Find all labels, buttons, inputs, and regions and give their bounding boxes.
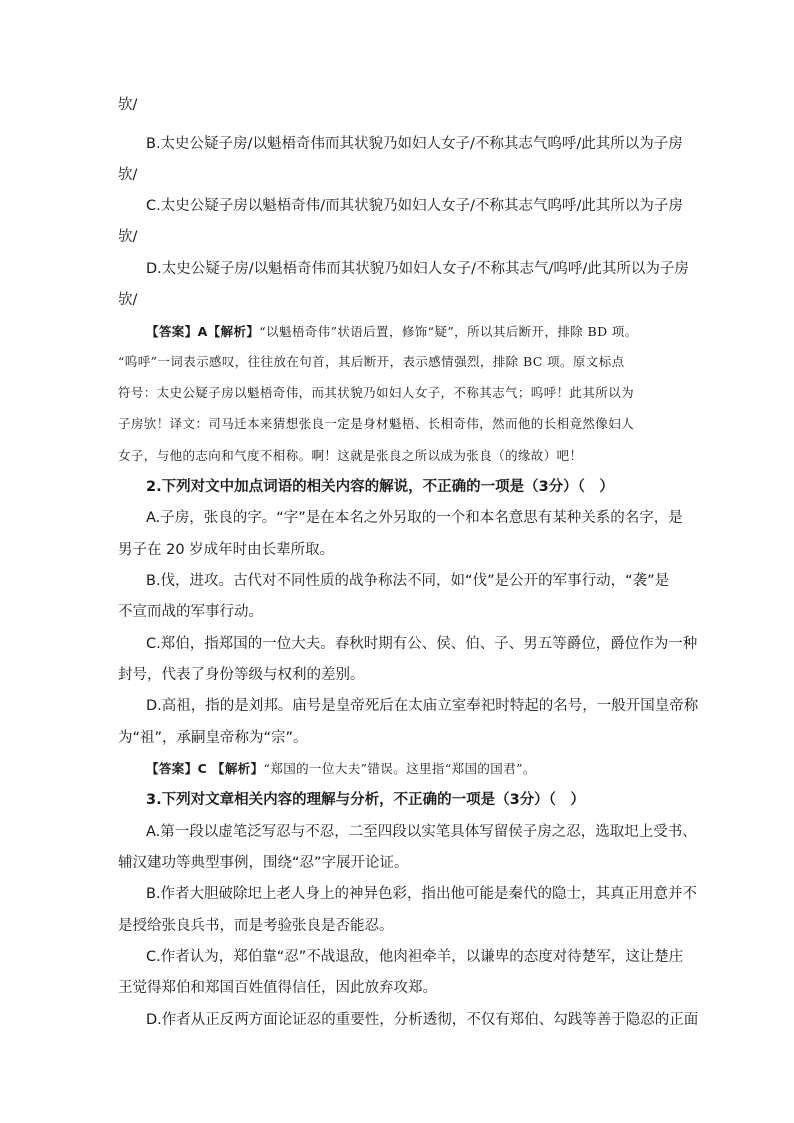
option-d-line-2: 欤/	[118, 292, 138, 308]
q2-option-d-line-2: 为“祖”，承嗣皇帝称为“宗”。	[118, 730, 308, 746]
answer-2-label: 【答案】C 【解析】	[146, 761, 264, 776]
question-3-title: 3.下列对文章相关内容的理解与分析，不正确的一项是（3分）（ ）	[146, 792, 585, 808]
q2-option-d-line-1: D.高祖，指的是刘邦。庙号是皇帝死后在太庙立室奉祀时特起的名号，一般开国皇帝称	[146, 698, 699, 714]
q2-option-b-line-2: 不宣而战的军事行动。	[118, 604, 263, 620]
answer-1-label: 【答案】A【解析】	[146, 324, 260, 339]
q3-option-c-line-1: C.作者认为，郑伯靠“忍”不战退敌，他肉袒牵羊，以谦卑的态度对待楚军，这让楚庄	[146, 949, 684, 965]
answer-2-text: “郑国的一位大夫”错误。这里指“郑国的国君”。	[263, 761, 536, 776]
q2-option-c-line-2: 封号，代表了身份等级与权利的差别。	[118, 667, 365, 683]
q2-option-a-line-1: A.子房，张良的字。“字”是在本名之外另取的一个和本名意思有某种关系的名字，是	[146, 510, 683, 526]
option-c-line-2: 欤/	[118, 229, 138, 245]
answer-1-text: “以魁梧奇伟”状语后置，修饰“疑”，所以其后断开，排除 BD 项。	[259, 324, 638, 339]
option-c-line-1: C.太史公疑子房以魁梧奇伟/而其状貌乃如妇人女子/不称其志气呜呼/此其所以为子房	[146, 198, 683, 214]
q3-option-d-line-1: D.作者从正反两方面论证忍的重要性，分析透彻，不仅有郑伯、勾践等善于隐忍的正面	[146, 1012, 699, 1028]
q3-option-b-line-1: B.作者大胆破除圯上老人身上的神异色彩，指出他可能是秦代的隐士，其真正用意并不	[146, 886, 698, 902]
answer-1-line-4: 子房欤！译文：司马迁本来猜想张良一定是身材魁梧、长相奇伟，然而他的长相竟然像妇人	[118, 416, 635, 431]
answer-1-line-2: “呜呼”一词表示感叹，往往放在句首，其后断开，表示感情强烈，排除 BC 项。原文标点	[118, 354, 625, 369]
option-d-line-1: D.太史公疑子房/以魁梧奇伟而其状貌乃如妇人女子/不称其志气/呜呼/此其所以为子房	[146, 261, 689, 277]
question-2-title: 2.下列对文中加点词语的相关内容的解说，不正确的一项是（3分）（ ）	[146, 479, 614, 495]
answer-1-line-1	[146, 322, 638, 342]
q2-option-b-line-1: B.伐，进攻。古代对不同性质的战争称法不同，如“伐”是公开的军事行动，“袭”是	[146, 573, 670, 589]
q2-option-a-line-2: 男子在 20 岁成年时由长辈所取。	[118, 542, 335, 558]
q2-option-c-line-1: C.郑伯，指郑国的一位大夫。春秋时期有公、侯、伯、子、男五等爵位，爵位作为一种	[146, 636, 698, 652]
answer-1-line-3: 符号：太史公疑子房以魁梧奇伟，而其状貌乃如妇人女子，不称其志气；呜呼！此其所以为	[118, 385, 635, 400]
q3-option-a-line-1: A.第一段以虚笔泛写忍与不忍，二至四段以实笔具体写留侯子房之忍，选取圯上受书、	[146, 824, 697, 840]
q3-option-c-line-2: 王觉得郑伯和郑国百姓值得信任，因此放弃攻郑。	[118, 980, 437, 996]
answer-2-line	[146, 759, 536, 779]
q3-option-a-line-2: 辅汉建功等典型事例，围绕“忍”字展开论证。	[118, 855, 409, 871]
option-a-continuation: 欤/	[118, 97, 138, 113]
answer-1-line-5: 女子，与他的志向和气度不相称。啊！这就是张良之所以成为张良（的缘故）吧！	[118, 448, 583, 463]
option-b-line-1: B.太史公疑子房/以魁梧奇伟而其状貌乃如妇人女子/不称其志气呜呼/此其所以为子房	[146, 136, 683, 152]
q3-option-b-line-2: 是授给张良兵书，而是考验张良是否能忍。	[118, 918, 394, 934]
option-b-line-2: 欤/	[118, 167, 138, 183]
